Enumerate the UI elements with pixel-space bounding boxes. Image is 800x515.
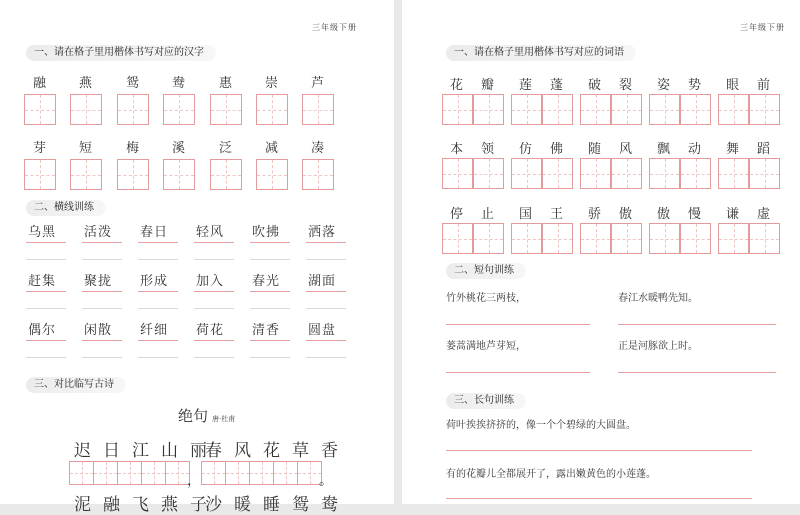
writing-line [446, 498, 752, 499]
short-sentence-3: 蒌蒿满地芦芽短， [446, 341, 526, 352]
tian-grid-box [511, 158, 542, 189]
writing-line [306, 242, 346, 243]
practice-char: 惠 [219, 76, 233, 91]
writing-line [306, 340, 346, 341]
practice-char: 眼 [726, 78, 740, 93]
writing-line [250, 340, 290, 341]
writing-line [446, 372, 590, 373]
practice-char: 鸯 [172, 76, 186, 91]
poem-line-2a: 泥融飞燕子 [74, 495, 219, 515]
practice-char: 裂 [619, 78, 633, 93]
writing-line [446, 450, 752, 451]
tian-grid-box [70, 94, 102, 125]
worksheet-left-page [0, 0, 394, 515]
tian-grid-box [611, 94, 642, 125]
tian-grid-box [542, 94, 573, 125]
practice-char: 瓣 [481, 78, 495, 93]
writing-line [618, 324, 776, 325]
tian-grid-box [680, 223, 711, 254]
tian-grid-box [442, 223, 473, 254]
practice-word: 加入 [196, 274, 225, 289]
practice-word: 春光 [252, 274, 281, 289]
practice-char: 谦 [726, 207, 740, 222]
practice-char: 破 [588, 78, 602, 93]
writing-line [446, 324, 590, 325]
tian-grid-box [580, 158, 611, 189]
writing-line [26, 291, 66, 292]
short-sentence-1: 竹外桃花三两枝， [446, 293, 526, 304]
writing-line [138, 357, 178, 358]
practice-char: 莲 [519, 78, 533, 93]
writing-line [26, 340, 66, 341]
poem-period: 。 [319, 473, 333, 489]
tian-grid-box [611, 223, 642, 254]
practice-word: 活泼 [84, 225, 113, 240]
tian-grid-box [210, 159, 242, 190]
writing-line [194, 242, 234, 243]
practice-char: 减 [265, 141, 279, 156]
writing-line [82, 242, 122, 243]
practice-char: 鸳 [126, 76, 140, 91]
tian-grid-box [542, 158, 573, 189]
practice-char: 燕 [79, 76, 93, 91]
practice-word: 荷花 [196, 323, 225, 338]
practice-word: 圆盘 [308, 323, 337, 338]
writing-line [250, 242, 290, 243]
tian-grid-box [163, 159, 195, 190]
tian-grid-box [511, 94, 542, 125]
practice-char: 蓬 [550, 78, 564, 93]
practice-char: 国 [519, 207, 533, 222]
poem-title-text: 绝句 [178, 407, 209, 425]
practice-char: 停 [450, 207, 464, 222]
tian-grid-box [442, 94, 473, 125]
tian-grid-box [542, 223, 573, 254]
tian-grid-box [256, 94, 288, 125]
practice-char: 飘 [657, 142, 671, 157]
writing-line [306, 357, 346, 358]
practice-char: 梅 [126, 141, 140, 156]
practice-word: 轻风 [196, 225, 225, 240]
practice-char: 仿 [519, 142, 533, 157]
writing-line [306, 308, 346, 309]
tian-grid-box [680, 94, 711, 125]
practice-word: 湖面 [308, 274, 337, 289]
practice-char: 前 [757, 78, 771, 93]
practice-char: 舞 [726, 142, 740, 157]
practice-char: 蹈 [757, 142, 771, 157]
tian-grid-box [718, 223, 749, 254]
poem-copy-box [117, 461, 142, 485]
tian-grid-box [117, 159, 149, 190]
long-sentence-2: 有的花瓣儿全都展开了，露出嫩黄色的小莲蓬。 [446, 469, 656, 480]
practice-char: 傲 [657, 207, 671, 222]
practice-word: 洒落 [308, 225, 337, 240]
practice-word: 清香 [252, 323, 281, 338]
practice-word: 偶尔 [28, 323, 57, 338]
grade-label: 三年级下册 [740, 23, 785, 32]
tian-grid-box [24, 94, 56, 125]
writing-line [26, 242, 66, 243]
practice-char: 骄 [588, 207, 602, 222]
writing-line [194, 357, 234, 358]
practice-word: 闲散 [84, 323, 113, 338]
writing-line [194, 291, 234, 292]
tian-grid-box [70, 159, 102, 190]
writing-line [26, 357, 66, 358]
tian-grid-box [749, 94, 780, 125]
poem-copy-box [273, 461, 298, 485]
tian-grid-box [580, 94, 611, 125]
writing-line [618, 372, 776, 373]
practice-char: 势 [688, 78, 702, 93]
practice-word: 吹拂 [252, 225, 281, 240]
practice-word: 春日 [140, 225, 169, 240]
writing-line [306, 291, 346, 292]
long-sentence-1: 荷叶挨挨挤挤的，像一个个碧绿的大圆盘。 [446, 420, 636, 431]
writing-line [138, 242, 178, 243]
poem-author: 唐·杜甫 [212, 415, 236, 423]
poem-line-1b: 春风花草香 [205, 441, 350, 461]
writing-line [250, 357, 290, 358]
writing-line [250, 308, 290, 309]
practice-word: 纤细 [140, 323, 169, 338]
practice-char: 傲 [619, 207, 633, 222]
section-title-chars: 一、请在格子里用楷体书写对应的汉字 [26, 45, 216, 61]
tian-grid-box [680, 158, 711, 189]
tian-grid-box [302, 159, 334, 190]
practice-char: 随 [588, 142, 602, 157]
writing-line [82, 357, 122, 358]
writing-line [194, 308, 234, 309]
writing-line [138, 259, 178, 260]
practice-char: 溪 [172, 141, 186, 156]
practice-char: 花 [450, 78, 464, 93]
practice-char: 芦 [311, 76, 325, 91]
practice-char: 短 [79, 141, 93, 156]
practice-word: 赶集 [28, 274, 57, 289]
section-title-poem: 三、对比临写古诗 [26, 377, 126, 393]
poem-copy-box [93, 461, 118, 485]
writing-line [306, 259, 346, 260]
poem-copy-box [201, 461, 226, 485]
tian-grid-box [649, 223, 680, 254]
practice-char: 慢 [688, 207, 702, 222]
tian-grid-box [442, 158, 473, 189]
practice-char: 芽 [33, 141, 47, 156]
writing-line [138, 340, 178, 341]
practice-char: 泛 [219, 141, 233, 156]
tian-grid-box [749, 223, 780, 254]
writing-line [194, 340, 234, 341]
practice-char: 风 [619, 142, 633, 157]
writing-line [250, 259, 290, 260]
tian-grid-box [718, 94, 749, 125]
practice-char: 王 [550, 207, 564, 222]
poem-copy-box [225, 461, 250, 485]
practice-char: 动 [688, 142, 702, 157]
writing-line [82, 308, 122, 309]
worksheet-right-page [402, 0, 800, 504]
writing-line [138, 308, 178, 309]
poem-comma: ， [187, 473, 201, 489]
section-title-lines: 二、横线训练 [26, 200, 106, 216]
section-title-words: 一、请在格子里用楷体书写对应的词语 [446, 45, 636, 61]
tian-grid-box [611, 158, 642, 189]
writing-line [26, 259, 66, 260]
practice-char: 本 [450, 142, 464, 157]
short-sentence-2: 春江水暖鸭先知。 [618, 293, 698, 304]
writing-line [26, 308, 66, 309]
tian-grid-box [649, 94, 680, 125]
poem-title [178, 405, 235, 426]
grade-label: 三年级下册 [312, 23, 357, 32]
practice-char: 融 [33, 76, 47, 91]
practice-char: 姿 [657, 78, 671, 93]
tian-grid-box [580, 223, 611, 254]
tian-grid-box [24, 159, 56, 190]
tian-grid-box [649, 158, 680, 189]
writing-line [138, 291, 178, 292]
tian-grid-box [163, 94, 195, 125]
tian-grid-box [302, 94, 334, 125]
poem-copy-box [69, 461, 94, 485]
practice-char: 虚 [757, 207, 771, 222]
tian-grid-box [473, 223, 504, 254]
short-sentence-4: 正是河豚欲上时。 [618, 341, 698, 352]
practice-word: 乌黑 [28, 225, 57, 240]
practice-char: 领 [481, 142, 495, 157]
tian-grid-box [256, 159, 288, 190]
poem-copy-box [249, 461, 274, 485]
tian-grid-box [210, 94, 242, 125]
practice-char: 凑 [311, 141, 325, 156]
tian-grid-box [117, 94, 149, 125]
tian-grid-box [749, 158, 780, 189]
practice-char: 佛 [550, 142, 564, 157]
practice-word: 聚拢 [84, 274, 113, 289]
tian-grid-box [473, 158, 504, 189]
writing-line [194, 259, 234, 260]
poem-line-2b: 沙暖睡鸳鸯 [205, 495, 350, 515]
poem-line-1a: 迟日江山丽 [74, 441, 219, 461]
writing-line [250, 291, 290, 292]
poem-copy-box [141, 461, 166, 485]
writing-line [82, 259, 122, 260]
tian-grid-box [473, 94, 504, 125]
writing-line [82, 340, 122, 341]
tian-grid-box [511, 223, 542, 254]
practice-char: 崇 [265, 76, 279, 91]
section-title-short: 二、短句训练 [446, 263, 526, 279]
tian-grid-box [718, 158, 749, 189]
practice-word: 形成 [140, 274, 169, 289]
writing-line [82, 291, 122, 292]
section-title-long: 三、长句训练 [446, 393, 526, 409]
practice-char: 止 [481, 207, 495, 222]
